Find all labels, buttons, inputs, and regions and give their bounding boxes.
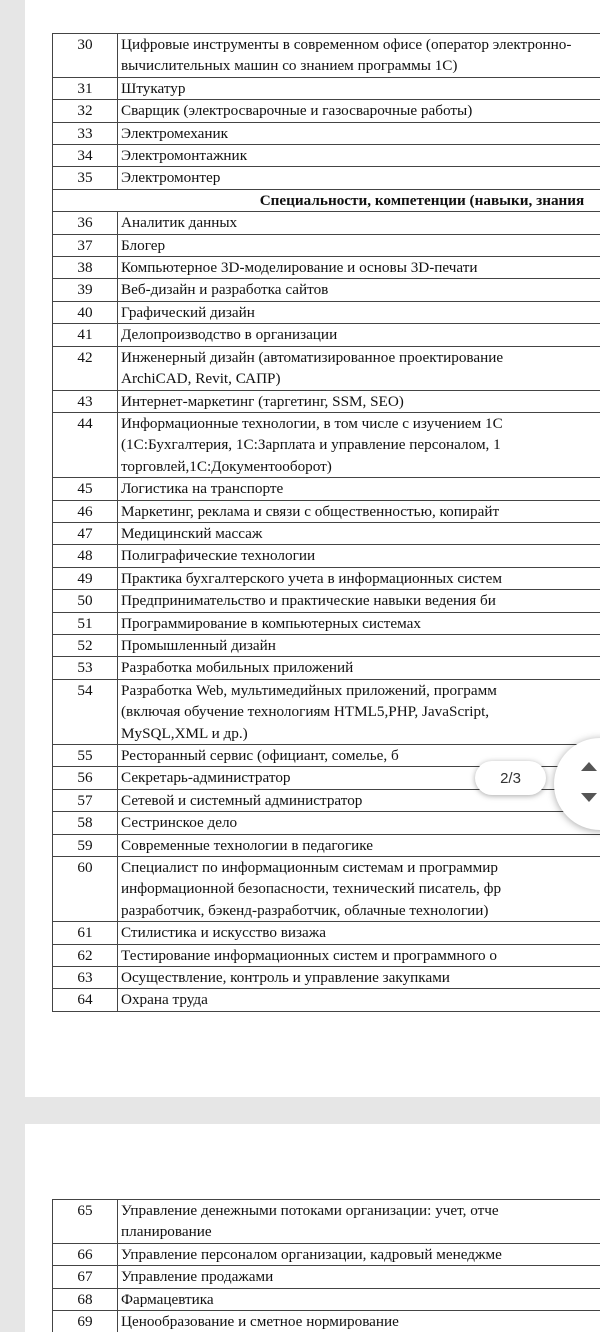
course-name [118, 301, 600, 323]
table-row [53, 301, 600, 323]
row-number: 59 [53, 834, 118, 856]
row-number: 40 [53, 301, 118, 323]
course-name-line: Стилистика и искусство визажа [121, 924, 326, 942]
row-number: 62 [53, 944, 118, 966]
course-name [118, 567, 600, 589]
course-name [118, 257, 600, 279]
course-name [118, 212, 600, 234]
course-name-line: Инженерный дизайн (автоматизированное проектирование [121, 348, 504, 366]
course-name [118, 857, 600, 922]
course-name [118, 412, 600, 477]
course-name-line: Разработка Web, мультимедийных приложений, программ [121, 681, 497, 699]
course-name [118, 1266, 600, 1288]
table-row [53, 390, 600, 412]
course-name-line: Сварщик (электросварочные и газосварочные работы) [121, 102, 473, 120]
row-number: 66 [53, 1243, 118, 1265]
course-name [118, 989, 600, 1011]
document-page-2 [25, 0, 600, 1097]
table-row [53, 922, 600, 944]
course-name-line: Электромонтер [121, 169, 221, 187]
course-name-line: (включая обучение технологиям HTML5,PHP, JavaScript, [121, 703, 490, 721]
course-name [118, 478, 600, 500]
course-name [118, 1243, 600, 1265]
course-name [118, 657, 600, 679]
table-row [53, 522, 600, 544]
table-row [53, 612, 600, 634]
row-number: 50 [53, 590, 118, 612]
courses-table-continued [52, 1199, 600, 1332]
table-row [53, 1288, 600, 1310]
row-number: 33 [53, 122, 118, 144]
row-number: 63 [53, 967, 118, 989]
row-number: 67 [53, 1266, 118, 1288]
row-number: 34 [53, 145, 118, 167]
course-name-line: Компьютерное 3D-моделирование и основы 3D-печати [121, 259, 478, 277]
course-name-line: планирование [121, 1223, 212, 1241]
table-row [53, 234, 600, 256]
course-name [118, 1288, 600, 1310]
course-name-line: Логистика на транспорте [121, 480, 284, 498]
course-name-line: Сестринское дело [121, 814, 238, 832]
row-number: 41 [53, 324, 118, 346]
course-name [118, 145, 600, 167]
course-name [118, 167, 600, 189]
course-name [118, 967, 600, 989]
course-name-line: Управление персоналом организации, кадровый менеджме [121, 1245, 502, 1263]
row-number: 49 [53, 567, 118, 589]
course-name-line: торговлей,1С:Документооборот) [121, 457, 332, 475]
course-name [118, 812, 600, 834]
table-row [53, 634, 600, 656]
course-name [118, 590, 600, 612]
row-number: 55 [53, 745, 118, 767]
course-name-line: Специалист по информационным системам и программир [121, 859, 498, 877]
table-row [53, 77, 600, 99]
course-name [118, 100, 600, 122]
table-row [53, 500, 600, 522]
row-number: 57 [53, 789, 118, 811]
course-name [118, 346, 600, 390]
table-row [53, 989, 600, 1011]
course-name-line: Электромонтажник [121, 147, 248, 165]
row-number: 68 [53, 1288, 118, 1310]
course-name-line: Охрана труда [121, 991, 208, 1009]
table-row [53, 279, 600, 301]
table-row [53, 944, 600, 966]
row-number: 44 [53, 412, 118, 477]
table-row [53, 34, 600, 78]
table-row [53, 657, 600, 679]
table-row [53, 545, 600, 567]
table-row [53, 100, 600, 122]
table-row [53, 679, 600, 744]
row-number: 69 [53, 1311, 118, 1332]
course-name [118, 679, 600, 744]
course-name-line: Современные технологии в педагогике [121, 836, 373, 854]
row-number: 54 [53, 679, 118, 744]
table-row [53, 167, 600, 189]
row-number: 48 [53, 545, 118, 567]
course-name-line: Управление продажами [121, 1268, 274, 1286]
course-name [118, 922, 600, 944]
row-number: 60 [53, 857, 118, 922]
table-row [53, 967, 600, 989]
table-row [53, 1311, 600, 1332]
row-number: 32 [53, 100, 118, 122]
table-row [53, 324, 600, 346]
course-name-line: Делопроизводство в организации [121, 326, 338, 344]
row-number: 64 [53, 989, 118, 1011]
course-name-line: Сетевой и системный администратор [121, 791, 363, 809]
course-name-line: Секретарь-администратор [121, 769, 291, 787]
course-name [118, 234, 600, 256]
course-name [118, 612, 600, 634]
course-name-line: Тестирование информационных систем и программного о [121, 946, 497, 964]
course-name-line: Фармацевтика [121, 1290, 214, 1308]
table-row [53, 212, 600, 234]
course-name-line: Полиграфические технологии [121, 547, 316, 565]
course-name-line: разработчик, бэкенд-разработчик, облачные технологии) [121, 901, 489, 919]
document-page-3 [25, 1124, 600, 1332]
course-name-line: Интернет-маркетинг (таргетинг, SSM, SEO) [121, 392, 404, 410]
course-name [118, 500, 600, 522]
table-row [53, 857, 600, 922]
row-number: 56 [53, 767, 118, 789]
row-number: 47 [53, 522, 118, 544]
course-name-line: MySQL,XML и др.) [121, 724, 248, 742]
course-name-line: Управление денежными потоками организации: учет, отче [121, 1202, 499, 1219]
row-number: 51 [53, 612, 118, 634]
row-number: 35 [53, 167, 118, 189]
course-name [118, 390, 600, 412]
course-name-line: Штукатур [121, 79, 186, 97]
row-number: 65 [53, 1200, 118, 1244]
table-row [53, 1200, 600, 1244]
row-number: 37 [53, 234, 118, 256]
row-number: 36 [53, 212, 118, 234]
row-number: 58 [53, 812, 118, 834]
course-name-line: Практика бухгалтерского учета в информационных систем [121, 569, 503, 587]
table-row [53, 567, 600, 589]
row-number: 45 [53, 478, 118, 500]
scroll-up-down-icon [578, 759, 600, 805]
table-row [53, 257, 600, 279]
table-row [53, 122, 600, 144]
row-number: 43 [53, 390, 118, 412]
course-name-line: (1С:Бухгалтерия, 1С:Зарплата и управление персоналом, 1 [121, 436, 501, 454]
table-row [53, 1243, 600, 1265]
row-number: 61 [53, 922, 118, 944]
course-name [118, 279, 600, 301]
course-name-line: Промышленный дизайн [121, 636, 276, 654]
course-name-line: вычислительных машин со знанием программы 1С) [121, 57, 458, 75]
course-name-line: Веб-дизайн и разработка сайтов [121, 281, 329, 299]
section-header-row [53, 189, 600, 211]
course-name [118, 1200, 600, 1244]
course-name-line: Ресторанный сервис (официант, сомелье, б [121, 747, 399, 764]
table-row [53, 812, 600, 834]
course-name [118, 545, 600, 567]
course-name [118, 522, 600, 544]
course-name-line: Аналитик данных [121, 214, 238, 232]
course-name-line: Блогер [121, 236, 166, 254]
course-name [118, 634, 600, 656]
row-number: 30 [53, 34, 118, 78]
row-number: 31 [53, 77, 118, 99]
course-name-line: Маркетинг, реклама и связи с общественностью, копирайт [121, 502, 500, 520]
section-title: Специальности, компетенции (навыки, знания [53, 189, 600, 211]
row-number: 52 [53, 634, 118, 656]
table-row [53, 478, 600, 500]
course-name-line: Информационные технологии, в том числе с изучением 1С [121, 414, 503, 432]
page-indicator: 2/3 [475, 761, 546, 795]
courses-table [52, 33, 600, 1012]
course-name-line: Предпринимательство и практические навыки ведения би [121, 592, 496, 610]
row-number: 46 [53, 500, 118, 522]
course-name [118, 122, 600, 144]
course-name-line: Осуществление, контроль и управление закупками [121, 969, 450, 987]
course-name-line: Медицинский массаж [121, 524, 263, 542]
course-name-line: Ценообразование и сметное нормирование [121, 1313, 399, 1331]
course-name-line: Электромеханик [121, 124, 228, 142]
row-number: 53 [53, 657, 118, 679]
row-number: 39 [53, 279, 118, 301]
table-row [53, 145, 600, 167]
course-name [118, 324, 600, 346]
table-row [53, 1266, 600, 1288]
row-number: 38 [53, 257, 118, 279]
table-row [53, 590, 600, 612]
course-name [118, 77, 600, 99]
course-name-line: ArchiCAD, Revit, САПР) [121, 370, 281, 388]
course-name [118, 1311, 600, 1332]
table-row [53, 834, 600, 856]
table-row [53, 346, 600, 390]
course-name-line: Разработка мобильных приложений [121, 659, 354, 677]
course-name [118, 944, 600, 966]
course-name-line: Графический дизайн [121, 303, 255, 321]
course-name-line: Цифровые инструменты в современном офисе (оператор электронно- [121, 36, 572, 53]
row-number: 42 [53, 346, 118, 390]
course-name [118, 34, 600, 78]
course-name-line: информационной безопасности, технический писатель, фр [121, 880, 502, 898]
course-name-line: Программирование в компьютерных системах [121, 614, 421, 632]
table-row [53, 412, 600, 477]
course-name [118, 834, 600, 856]
